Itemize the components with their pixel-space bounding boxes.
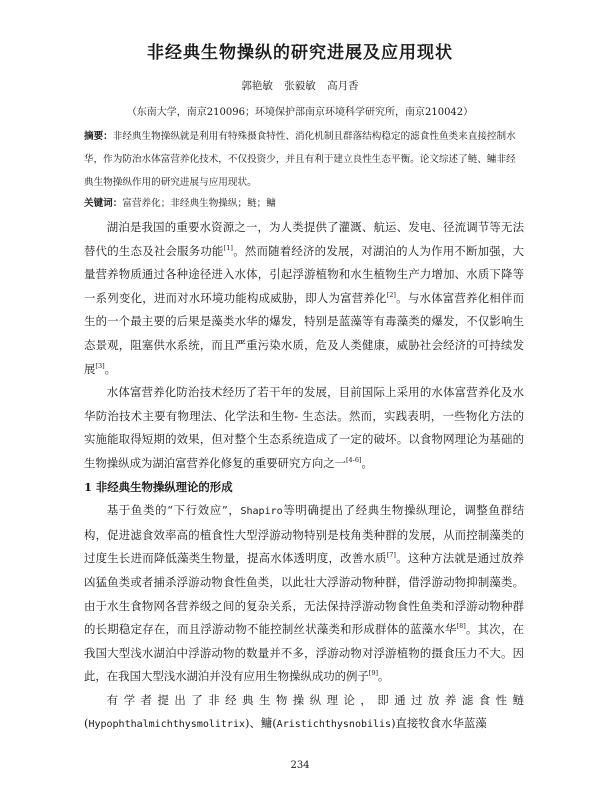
body-paragraph: [84, 381, 524, 475]
keywords-block: [84, 195, 524, 213]
paragraph-text: 。其次，在我国大型浅水湖泊中浮游动物的数量并不多，浮游动物对浮游植物的摄食压力不大。因此，在我国大型浅水湖泊并没有应用生物操纵成功的例子: [84, 622, 524, 684]
paragraph-text: 湖泊是我国的重要水资源之一，为人类提供了灌溉、航运、发电、径流调节等无法替代的生态及社会服务功能: [84, 220, 524, 258]
author-name: 高月香: [327, 80, 359, 92]
paragraph-text: 水体富营养化防治技术经历了若干年的发展，目前国际上采用的水体富营养化及水华防治技术主要有物理法、化学法和生物- 生态法。然而，实践表明，一些物化方法的实施能取得短期的效果，但对整个生态系统造成了一定的破坏。以食物网理论为基础的生物操纵成为湖泊富营养化修复的重要研究方向之一: [84, 385, 524, 470]
paragraph-text: 基于鱼类的“下行效应”，: [106, 503, 241, 518]
species-name: Aristichthysnobilis: [276, 719, 392, 731]
abstract-text: 非经典生物操纵就是利用有特殊摄食特性、消化机制且群落结构稳定的滤食性鱼类来直接控制水华，作为防治水体富营养化技术，不仅投资少，并且有利于建立良性生态平衡。论文综述了鲢、鳙非经典生物操纵作用的研究进展与应用现状。: [84, 131, 516, 188]
author-affiliation: （东南大学，南京210096；环境保护部南京环境科学研究所，南京210042）: [126, 107, 474, 118]
paragraph-text: 等明确提出了经典生物操纵理论，调整鱼群结构，促进滤食效率高的植食性大型浮游动物特别是枝角类种群的发展，从而控制藻类的过度生长进而降低藻类生物量，提高水体透明度，改善水质: [84, 503, 524, 566]
paragraph-text: 。然而随着经济的发展，对湖泊的人为作用不断加强，大量营养物质通过各种途径进入水体，引起浮游植物和水生植物生产力增加、水质下降等一系列变化，进而对水环境功能构成威胁，即人为富营养化: [84, 243, 524, 305]
paper-title: 非经典生物操纵的研究进展及应用现状: [147, 43, 453, 63]
body-paragraph: [84, 689, 524, 737]
citation-ref: [9]: [368, 669, 378, 678]
citation-ref: [8]: [456, 622, 466, 631]
author-list: [0, 78, 600, 93]
author-name: 张毅敏: [284, 80, 316, 92]
paragraph-text: )、鳙(: [245, 716, 277, 731]
page-number: 234: [290, 760, 310, 771]
citation-ref: [3]: [95, 361, 105, 370]
paragraph-text: 。: [104, 361, 117, 376]
paragraph-text: 。: [361, 455, 373, 470]
abstract-label: 摘要：: [84, 131, 113, 142]
citation-ref: [1]: [223, 243, 233, 252]
keywords-text: 富营养化；非经典生物操纵；鲢；鳙: [122, 198, 276, 209]
paragraph-text: 。: [378, 669, 390, 684]
paragraph-text: 有学者提出了非经典生物操纵理论，即通过放养滤食性鲢(: [84, 692, 524, 731]
species-name: Hypophthalmichthysmolitrix: [88, 719, 245, 731]
citation-ref: [7]: [386, 551, 396, 560]
paragraph-text: )直接牧食水华蓝藻: [391, 716, 487, 731]
body-paragraph: [84, 216, 524, 381]
body-paragraph: [84, 499, 524, 689]
paragraph-text: 。与水体富营养化相伴而生的一个最主要的后果是藻类水华的爆发，特别是蓝藻等有毒藻类的爆发，不仅影响生态景观，阻塞供水系统，而且严重污染水质，危及人类健康，威胁社会经济的可持续发展: [84, 290, 524, 376]
keywords-label: 关键词：: [84, 198, 123, 209]
citation-ref: [2]: [386, 290, 396, 299]
section-heading: 1 非经典生物操纵理论的形成: [84, 479, 233, 494]
author-name: 郭艳敏: [241, 80, 273, 92]
citation-ref: [4-6]: [346, 456, 362, 465]
author-reference: Shapiro: [240, 506, 283, 518]
abstract-block: [84, 125, 524, 194]
paragraph-text: 。这种方法就是通过放养凶猛鱼类或者捕杀浮游动物食性鱼类，以此壮大浮游动物种群，借浮游动物抑制藻类。由于水生食物网各营养级之间的复杂关系，无法保持浮游动物食性鱼类和浮游动物种群的长期稳定存在，而且浮游动物不能控制丝状藻类和形成群体的蓝藻水华: [84, 551, 524, 637]
paper-body: [84, 216, 524, 737]
